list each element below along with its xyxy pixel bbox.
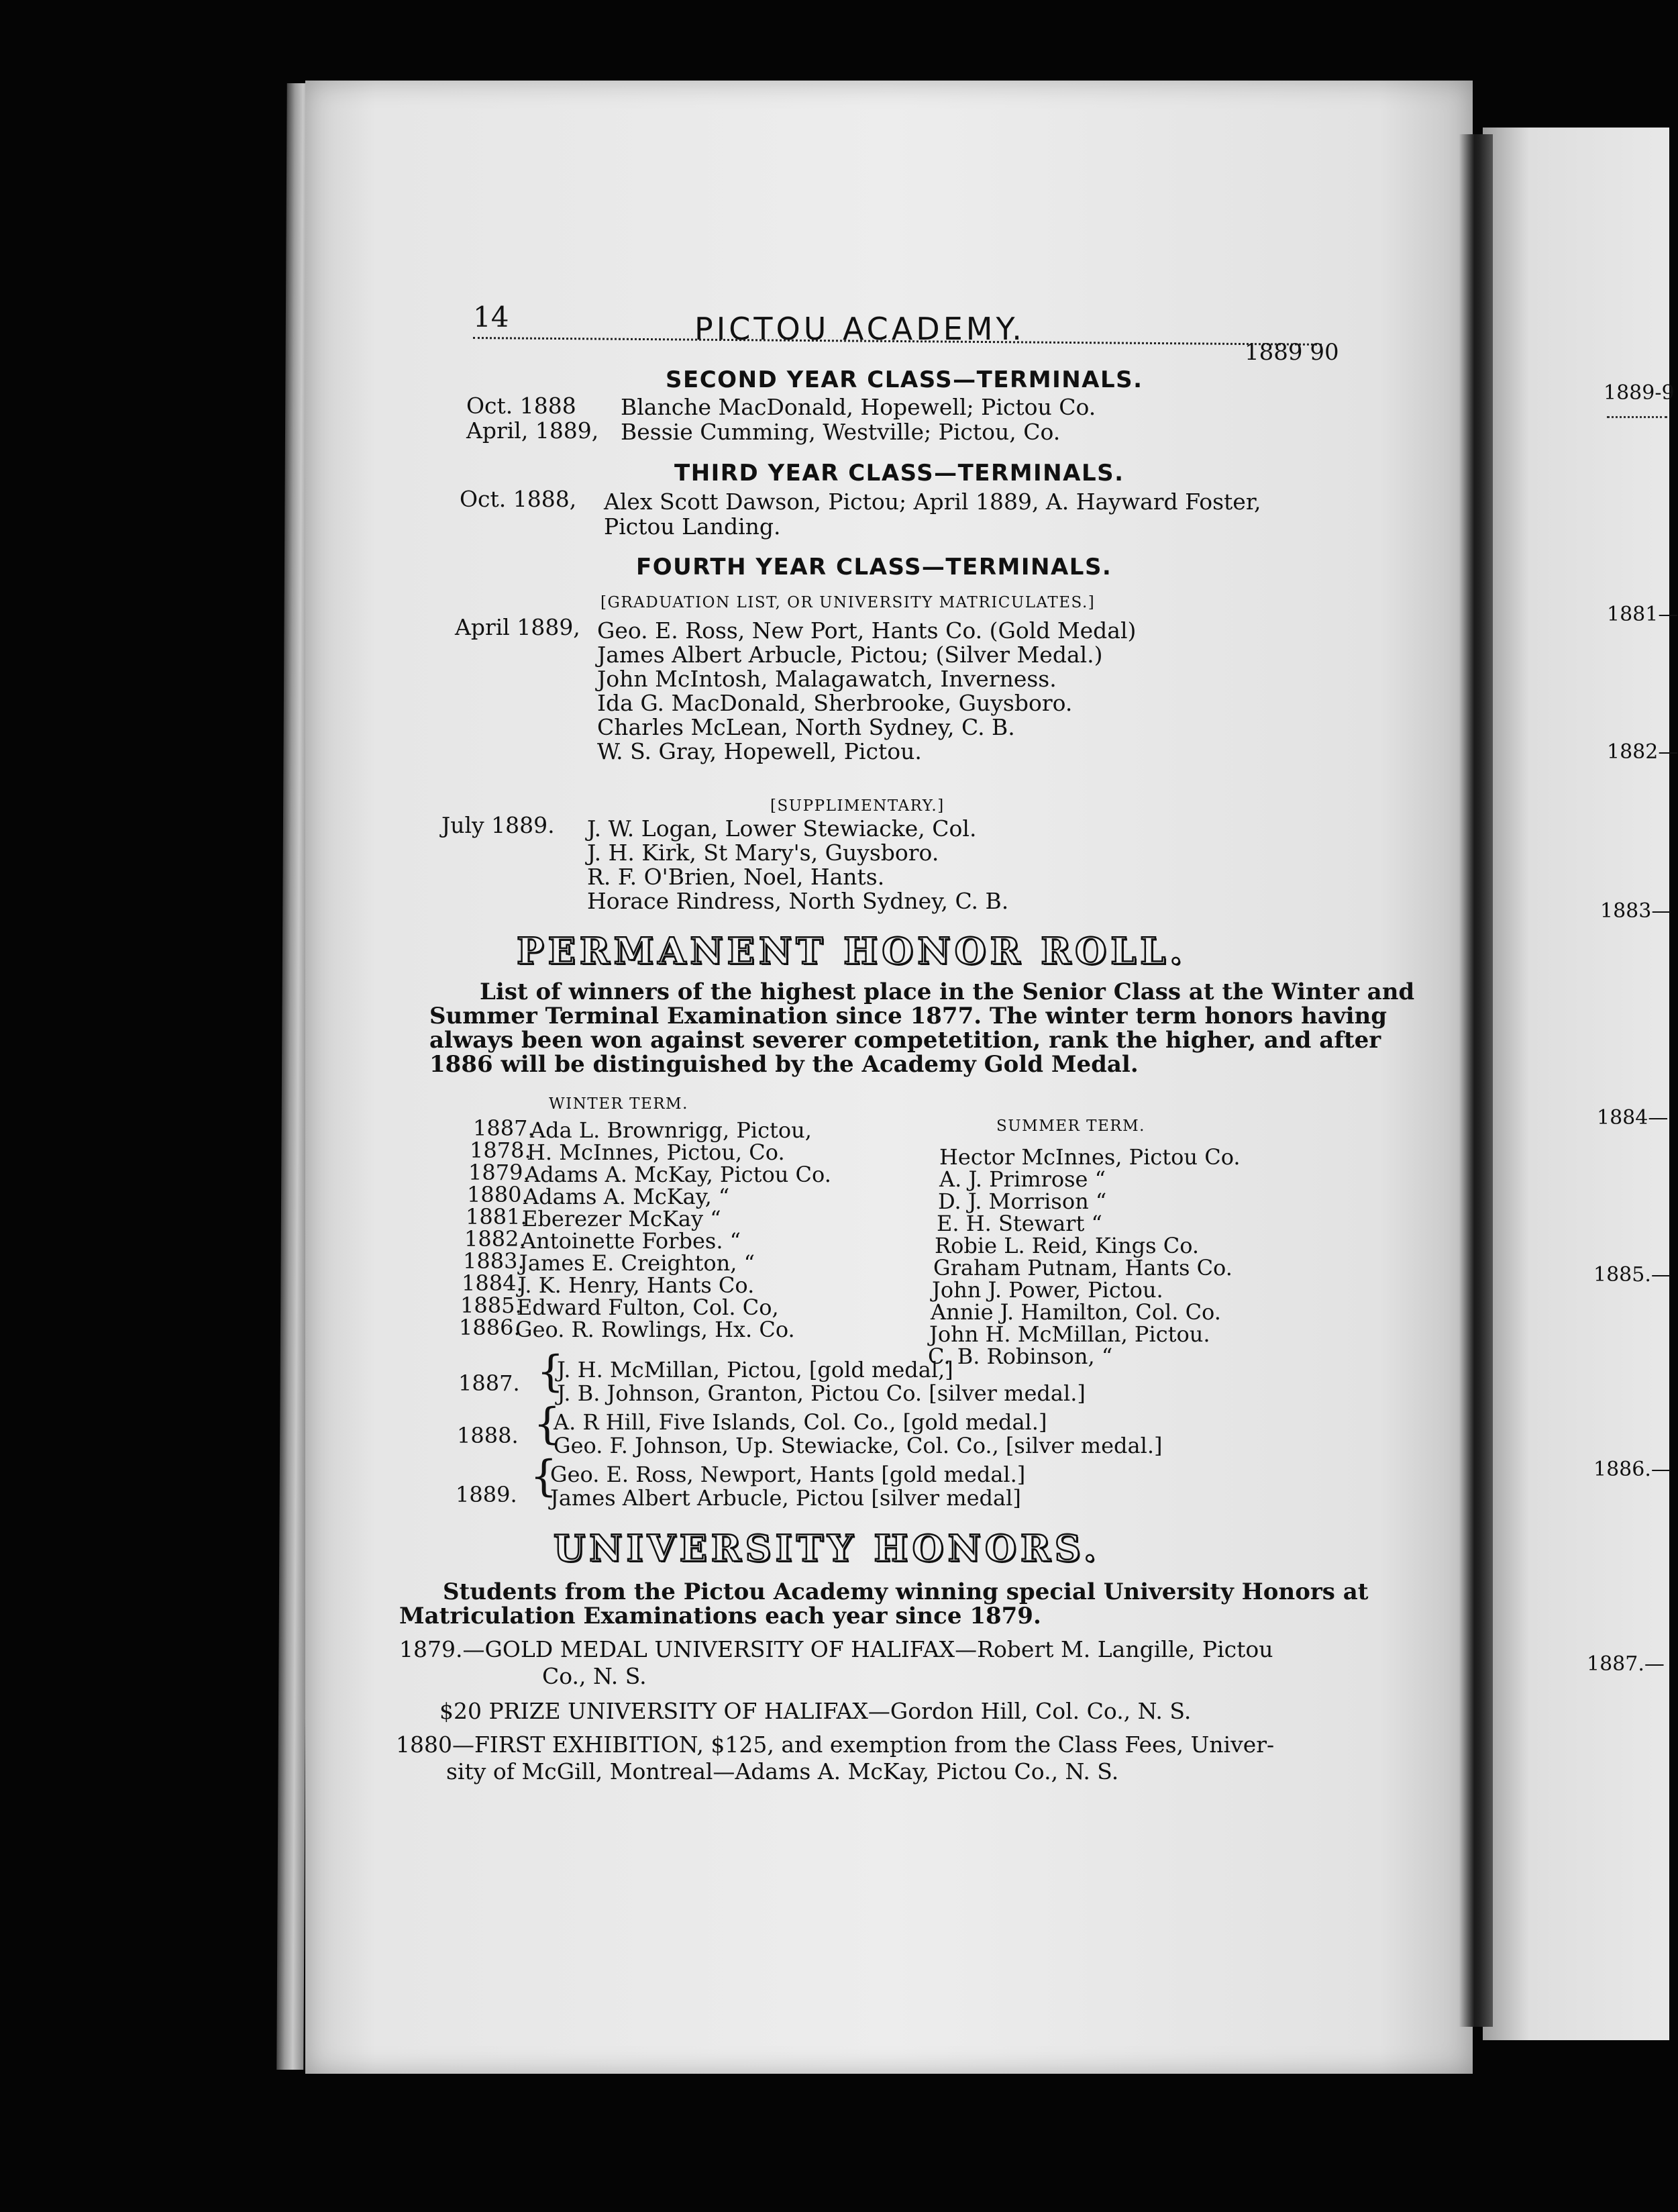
third-year-line-2: Pictou Landing. [604,513,781,540]
supplimentary-name-4: Horace Rindress, North Sydney, C. B. [587,888,1009,914]
university-para-2: Matriculation Examinations each year since 1879. [399,1603,1041,1629]
roll-summer: D. J. Morrison “ [938,1189,1107,1214]
roll-winter: J. K. Henry, Hants Co. [518,1272,755,1298]
page-number: 14 [473,301,509,334]
honor-roll-para-1: List of winners of the highest place in the Senior Class at the Winter and [480,978,1415,1005]
fourth-year-name-3: John McIntosh, Malagawatch, Inverness. [597,666,1057,692]
second-year-date-2: April, 1889, [466,417,599,444]
roll-summer: Robie L. Reid, Kings Co. [935,1233,1200,1258]
brace: { [530,1452,558,1501]
roll-year: 1887. [473,1115,535,1141]
fourth-year-name-5: Charles McLean, North Sydney, C. B. [597,714,1015,740]
fourth-year-name-2: James Albert Arbucle, Pictou; (Silver Medal.) [597,642,1103,668]
medal-line: J. B. Johnson, Granton, Pictou Co. [silver medal.] [557,1380,1086,1406]
winter-term-label: WINTER TERM. [549,1095,688,1113]
roll-year: 1886. [459,1315,521,1340]
roll-year: 1884. [462,1270,523,1296]
roll-winter: Ada L. Brownrigg, Pictou, [530,1117,812,1143]
fourth-year-name-4: Ida G. MacDonald, Sherbrooke, Guysboro. [597,690,1073,716]
supplimentary-name-3: R. F. O'Brien, Noel, Hants. [587,864,885,890]
roll-winter: Edward Fulton, Col. Co, [517,1295,779,1320]
summer-term-label: SUMMER TERM. [996,1117,1145,1135]
supplimentary-name-1: J. W. Logan, Lower Stewiacke, Col. [587,815,977,842]
roll-winter: H. McInnes, Pictou, Co. [527,1140,785,1165]
roll-winter: James E. Creighton, “ [519,1250,755,1276]
right-page-item: 1881— [1607,603,1678,626]
honor-roll-para-3: always been won against severer competetition, rank the higher, and after [429,1027,1381,1054]
medal-line: J. H. McMillan, Pictou, [gold medal,] [557,1357,953,1382]
fourth-year-heading: FOURTH YEAR CLASS—TERMINALS. [636,554,1112,581]
roll-summer: Annie J. Hamilton, Col. Co. [931,1299,1221,1325]
roll-winter: Geo. R. Rowlings, Hx. Co. [515,1317,795,1342]
roll-winter: Antoinette Forbes. “ [521,1228,741,1254]
roll-summer: John J. Power, Pictou. [932,1277,1163,1303]
university-entry-3: $20 PRIZE UNIVERSITY OF HALIFAX—Gordon Hill, Col. Co., N. S. [439,1698,1192,1724]
second-year-date-1: Oct. 1888 [466,393,576,419]
university-entry-5: sity of McGill, Montreal—Adams A. McKay, Pictou Co., N. S. [446,1758,1119,1784]
roll-year: 1885. [460,1293,522,1318]
right-page-item: 1884— [1597,1106,1669,1129]
brace: { [533,1399,561,1449]
honor-roll-heading: PERMANENT HONOR ROLL. [517,929,1186,972]
honor-roll-para-2: Summer Terminal Examination since 1877. The winter term honors having [429,1003,1387,1029]
roll-year: 1878. [470,1138,531,1163]
medal-year: 1889. [456,1482,517,1507]
medal-year: 1887. [458,1370,520,1396]
medal-line: Geo. F. Johnson, Up. Stewiacke, Col. Co., [silver medal.] [554,1433,1163,1458]
fourth-year-name-6: W. S. Gray, Hopewell, Pictou. [597,738,922,764]
roll-winter: Adams A. McKay, Pictou Co. [525,1162,831,1187]
third-year-heading: THIRD YEAR CLASS—TERMINALS. [674,460,1124,487]
university-entry-2: Co., N. S. [542,1663,647,1689]
medal-line: Geo. E. Ross, Newport, Hants [gold medal.] [550,1462,1026,1487]
roll-year: 1882. [464,1226,526,1252]
roll-winter: Eberezer McKay “ [522,1206,721,1231]
third-year-line-1: Alex Scott Dawson, Pictou; April 1889, A. Hayward Foster, [604,489,1261,515]
honor-roll-para-4: 1886 will be distinguished by the Academy Gold Medal. [429,1051,1139,1078]
roll-winter: Adams A. McKay, “ [523,1184,730,1209]
right-page-item: 1889-9 [1604,381,1675,405]
roll-year: 1880. [467,1182,529,1207]
right-page-item: 1886.— [1593,1458,1671,1481]
roll-summer: E. H. Stewart “ [937,1211,1102,1236]
right-page-item: 1883— [1600,899,1672,923]
supplimentary-name-2: J. H. Kirk, St Mary's, Guysboro. [587,840,939,866]
roll-year: 1883. [463,1248,525,1274]
roll-summer: Graham Putnam, Hants Co. [933,1255,1233,1280]
second-year-entry-2: Bessie Cumming, Westville; Pictou, Co. [621,419,1061,445]
roll-year: 1879. [468,1160,530,1185]
page-title: PICTOU ACADEMY. [694,311,1025,347]
brace: { [537,1347,564,1397]
second-year-entry-1: Blanche MacDonald, Hopewell; Pictou Co. [621,394,1096,420]
medal-line: James Albert Arbucle, Pictou [silver medal] [550,1485,1021,1511]
right-page-item: 1887.— [1587,1652,1665,1676]
roll-summer: John H. McMillan, Pictou. [929,1321,1210,1347]
right-page-rule [1607,416,1667,418]
third-year-date: Oct. 1888, [460,486,577,512]
roll-summer-extra: C. B. Robinson, “ [928,1344,1113,1369]
fourth-year-name-1: Geo. E. Ross, New Port, Hants Co. (Gold Medal) [597,617,1137,644]
roll-summer: Hector McInnes, Pictou Co. [939,1144,1241,1170]
supplimentary-heading: [SUPPLIMENTARY.] [770,797,945,815]
medal-line: A. R Hill, Five Islands, Col. Co., [gold medal.] [554,1409,1047,1435]
university-para-1: Students from the Pictou Academy winning special University Honors at [443,1578,1369,1605]
second-year-heading: SECOND YEAR CLASS—TERMINALS. [666,366,1143,393]
roll-year: 1881. [466,1204,527,1229]
university-honors-heading: UNIVERSITY HONORS. [554,1527,1100,1570]
fourth-year-date: April 1889, [455,614,580,640]
header-years: 1889 90 [1245,339,1339,366]
university-entry-1: 1879.—GOLD MEDAL UNIVERSITY OF HALIFAX—Robert M. Langille, Pictou [399,1636,1273,1662]
supplimentary-date: July 1889. [441,812,555,838]
fourth-year-subheading: [GRADUATION LIST, OR UNIVERSITY MATRICULATES.] [600,594,1096,611]
medal-year: 1888. [457,1423,519,1448]
roll-summer: A. J. Primrose “ [939,1166,1106,1192]
right-page-item: 1882— [1607,740,1678,764]
right-page-item: 1885.— [1593,1263,1671,1287]
university-entry-4: 1880—FIRST EXHIBITION, $125, and exemption from the Class Fees, Univer- [396,1731,1275,1758]
